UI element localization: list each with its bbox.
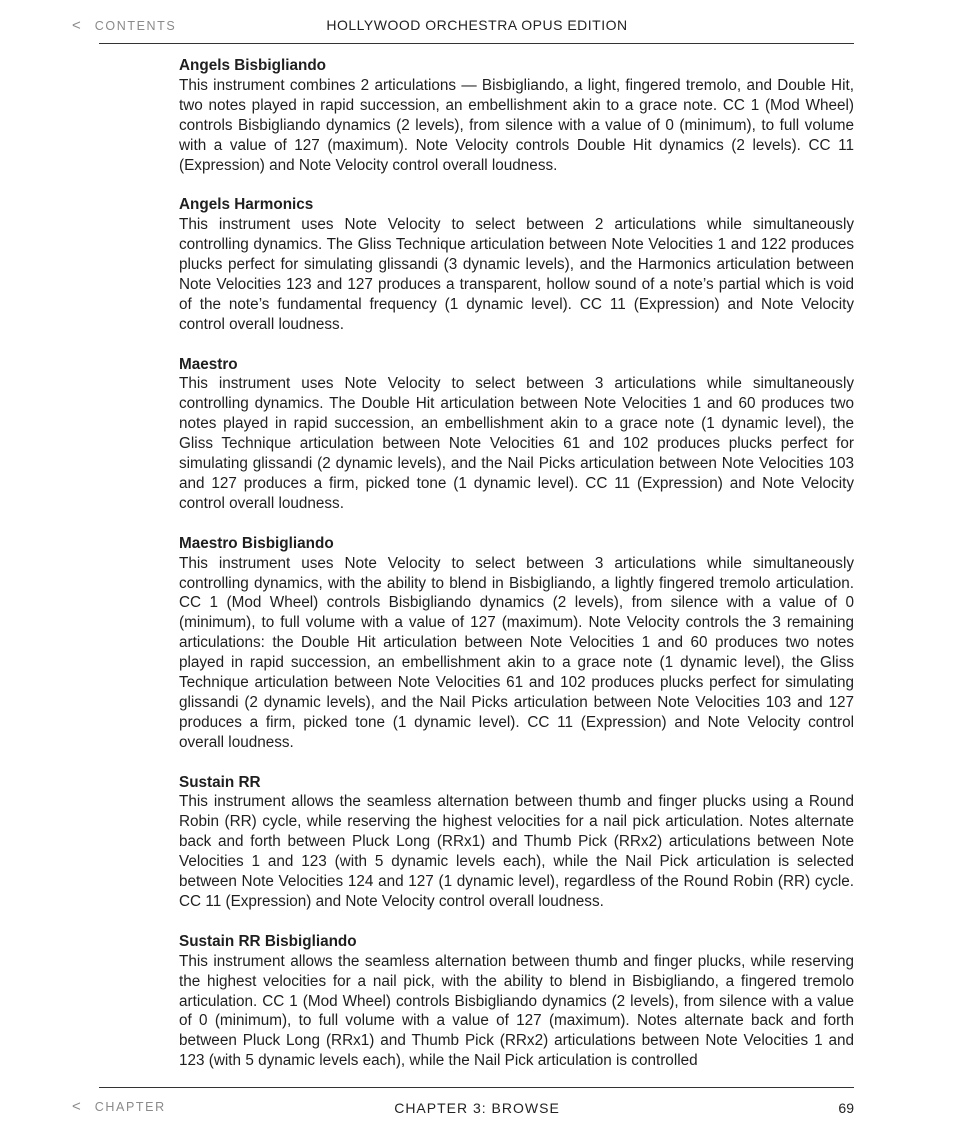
chevron-left-icon: < — [72, 1098, 81, 1115]
section-maestro — [179, 355, 854, 514]
section-sustain-rr — [179, 773, 854, 912]
footer-divider — [99, 1087, 854, 1088]
section-body: This instrument allows the seamless alternation between thumb and finger plucks, while reserving the highest velocities for a nail pick, with the ability to blend in Bisbigliando, a fingered tremolo articulation. CC 1 (Mod Wheel) controls Bisbigliando dynamics (2 levels), from silence with a value of 0 (minimum), to full volume with a value of 127 (maximum). Notes alternate back and forth between Pluck Long (RRx1) and Thumb Pick (RRx2) articulations between Note Velocities 1 and 123 (with 5 dynamic levels each), while the Nail Pick articulation is controlled — [179, 952, 854, 1070]
section-body: This instrument allows the seamless alternation between thumb and finger plucks using a Round Robin (RR) cycle, while reserving the highest velocities for a nail pick articulation. Notes alternate back and forth between Pluck Long (RRx1) and Thumb Pick (RRx2) articulations between Note Velocities 1 and 123 (with 5 dynamic levels each), while the Nail Pick articulation is selected between Note Velocities 124 and 127 (1 dynamic level), regardless of the Round Robin (RR) cycle. CC 11 (Expression) and Note Velocity control overall loudness. — [179, 793, 854, 910]
section-title: Angels Bisbigliando — [179, 57, 327, 74]
chapter-title: CHAPTER 3: BROWSE — [394, 1100, 560, 1116]
section-body: This instrument uses Note Velocity to select between 3 articulations while simultaneously controlling dynamics. The Double Hit articulation between Note Velocities 1 and 60 produces two notes played in rapid succession, an embellishment akin to a grace note (1 dynamic level), the Gliss Technique articulation between Note Velocities 61 and 102 produces plucks perfect for simulating glissandi (2 dynamic levels), and the Nail Picks articulation between Note Velocities 103 and 127 produces a firm, picked tone (1 dynamic level). CC 11 (Expression) and Note Velocity control overall loudness. — [179, 375, 854, 512]
page-content — [179, 56, 854, 1091]
document-title: HOLLYWOOD ORCHESTRA OPUS EDITION — [326, 17, 628, 33]
header-divider — [99, 43, 854, 44]
section-title: Angels Harmonics — [179, 196, 314, 214]
page-number: 69 — [838, 1100, 854, 1116]
section-maestro-bisbigliando — [179, 534, 854, 753]
section-body: This instrument combines 2 articulations — Bisbigliando, a light, fingered tremolo, and Double Hit, two notes played in rapid succession, an embellishment akin to a grace note. CC 1 (Mod Wheel) controls Bisbigliando dynamics (2 levels), from silence with a value of 0 (minimum), to full volume with a value of 127 (maximum). Note Velocity controls Double Hit dynamics (2 levels). CC 11 (Expression) and Note Velocity control overall loudness. — [179, 76, 854, 174]
section-body: This instrument uses Note Velocity to select between 3 articulations while simultaneously controlling dynamics, with the ability to blend in Bisbigliando, a lightly fingered tremolo articulation. CC 1 (Mod Wheel) controls Bisbigliando dynamics (2 levels), from silence with a value of 0 (minimum), to full volume with a value of 127 (maximum). Note Velocity controls the 3 remaining articulations: the Double Hit articulation between Note Velocities 1 and 60 produces two notes played in rapid succession, an embellishment akin to a grace note (1 dynamic level), the Gliss Technique articulation between Note Velocities 61 and 102 produces plucks perfect for simulating glissandi (2 dynamic levels), and the Nail Picks articulation between Note Velocities 103 and 127 produces a firm, picked tone (1 dynamic level). CC 11 (Expression) and Note Velocity control overall loudness. — [179, 554, 854, 751]
chapter-nav-label: CHAPTER — [94, 1099, 166, 1114]
section-body: This instrument uses Note Velocity to select between 2 articulations while simultaneously controlling dynamics. The Gliss Technique articulation between Note Velocities 1 and 122 produces plucks perfect for simulating glissandi (3 dynamic levels), and the Harmonics articulation between Note Velocities 123 and 127 produces a transparent, hollow sound of a note’s partial which is void of the note’s fundamental frequency (1 dynamic level). CC 11 (Expression) and Note Velocity control overall loudness. — [179, 216, 854, 333]
section-title: Maestro — [179, 355, 238, 373]
section-title: Sustain RR — [179, 773, 261, 791]
section-title: Sustain RR Bisbigliando — [179, 932, 357, 950]
section-angels-harmonics — [179, 195, 854, 334]
page-header — [0, 0, 954, 44]
section-angels-bisbigliando — [179, 56, 854, 175]
chevron-left-icon: < — [72, 17, 81, 34]
section-title: Maestro Bisbigliando — [179, 534, 334, 552]
contents-label: CONTENTS — [94, 18, 177, 33]
section-sustain-rr-bisbigliando — [179, 932, 854, 1071]
